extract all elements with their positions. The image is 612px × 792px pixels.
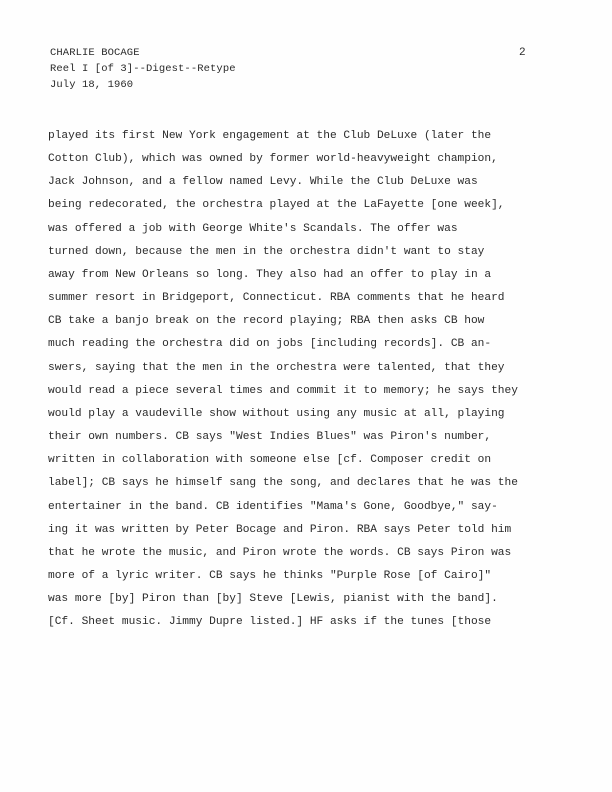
interview-date: July 18, 1960 <box>50 79 134 91</box>
text-line: their own numbers. CB says "West Indies Blues" was Piron's number, <box>48 431 492 444</box>
text-line: Cotton Club), which was owned by former world-heavyweight champion, <box>48 153 498 166</box>
transcript-body <box>48 125 568 634</box>
text-line: much reading the orchestra did on jobs [including records]. CB an- <box>48 338 492 351</box>
text-line: was offered a job with George White's Scandals. The offer was <box>48 222 458 235</box>
interviewee-name: CHARLIE BOCAGE <box>50 47 140 59</box>
text-line: CB take a banjo break on the record playing; RBA then asks CB how <box>48 315 485 328</box>
text-line: would play a vaudeville show without using any music at all, playing <box>48 407 505 420</box>
text-line: entertainer in the band. CB identifies "Mama's Gone, Goodbye," say- <box>48 500 498 513</box>
text-line: away from New Orleans so long. They also had an offer to play in a <box>48 268 492 281</box>
text-line: was more [by] Piron than [by] Steve [Lewis, pianist with the band]. <box>48 593 498 606</box>
text-line: written in collaboration with someone else [cf. Composer credit on <box>48 454 492 467</box>
text-line: being redecorated, the orchestra played at the LaFayette [one week], <box>48 199 505 212</box>
page-number: 2 <box>519 47 526 59</box>
text-line: Jack Johnson, and a fellow named Levy. While the Club DeLuxe was <box>48 176 478 189</box>
text-line: swers, saying that the men in the orchestra were talented, that they <box>48 361 505 374</box>
text-line: would read a piece several times and commit it to memory; he says they <box>48 384 518 397</box>
text-line: label]; CB says he himself sang the song, and declares that he was the <box>48 477 518 490</box>
text-line: played its first New York engagement at the Club DeLuxe (later the <box>48 130 492 142</box>
reel-info: Reel I [of 3]--Digest--Retype <box>50 63 236 75</box>
text-line: summer resort in Bridgeport, Connecticut. RBA comments that he heard <box>48 292 505 305</box>
text-line: turned down, because the men in the orchestra didn't want to stay <box>48 245 485 258</box>
document-header <box>50 45 236 93</box>
text-line: more of a lyric writer. CB says he thinks "Purple Rose [of Cairo]" <box>48 569 492 582</box>
text-line: [Cf. Sheet music. Jimmy Dupre listed.] HF asks if the tunes [those <box>48 616 492 629</box>
text-line: that he wrote the music, and Piron wrote the words. CB says Piron was <box>48 546 512 559</box>
text-line: ing it was written by Peter Bocage and Piron. RBA says Peter told him <box>48 523 512 536</box>
